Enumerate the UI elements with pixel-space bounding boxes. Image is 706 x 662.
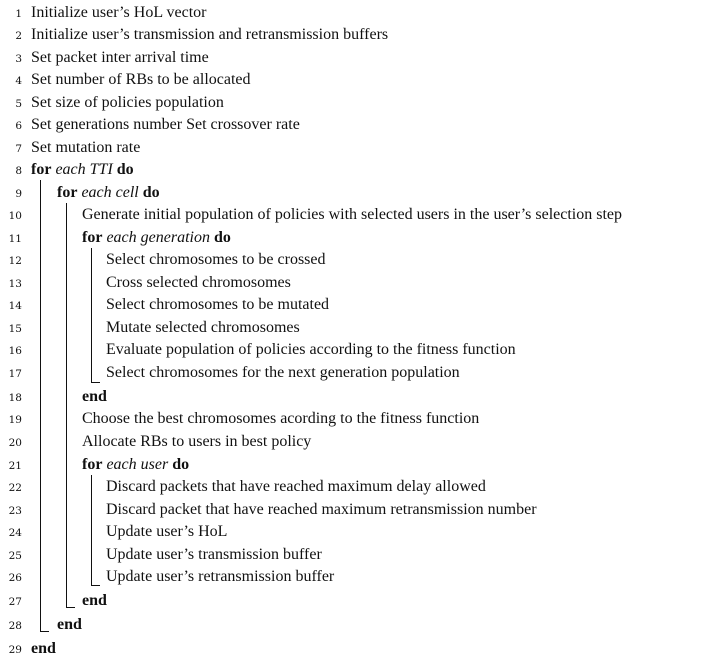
statement-text: Update user’s retransmission buffer	[106, 568, 335, 585]
statement-text: Cross selected chromosomes	[106, 274, 291, 291]
block-rule-for-generation	[91, 248, 92, 383]
statement-text: Set size of policies population	[31, 94, 224, 111]
statement-text: Select chromosomes to be mutated	[106, 296, 330, 313]
statement-text: Choose the best chromosomes acording to the fitness function	[82, 410, 480, 427]
block-rule-for-cell	[66, 203, 67, 608]
keyword-do: do	[142, 184, 160, 201]
loop-condition: each TTI	[55, 161, 113, 178]
statement-text: Update user’s HoL	[106, 523, 228, 540]
loop-condition: each cell	[81, 184, 139, 201]
line-number: 15	[8, 323, 22, 335]
line-number: 8	[15, 165, 22, 177]
line-number: 16	[8, 345, 22, 357]
line-number: 14	[8, 300, 22, 312]
line-number: 12	[8, 255, 22, 267]
loop-condition: each user	[106, 456, 169, 473]
line-number: 21	[8, 460, 22, 472]
keyword-do: do	[172, 456, 190, 473]
line-number: 6	[15, 120, 22, 132]
line-number: 23	[8, 505, 22, 517]
statement-text: Update user’s transmission buffer	[106, 546, 322, 563]
line-number: 26	[8, 572, 22, 584]
line-number: 25	[8, 550, 22, 562]
line-number: 10	[8, 210, 22, 222]
keyword-for: for	[82, 229, 103, 246]
keyword-for: for	[82, 456, 103, 473]
statement-text: Set packet inter arrival time	[31, 49, 209, 66]
keyword-for: for	[57, 184, 78, 201]
statement-text: Discard packets that have reached maximum delay allowed	[106, 478, 486, 495]
statement-text: Discard packet that have reached maximum retransmission number	[106, 501, 537, 518]
for-statement	[31, 159, 134, 181]
statement-text: Allocate RBs to users in best policy	[82, 433, 312, 450]
statement-text: Select chromosomes to be crossed	[106, 251, 326, 268]
line-number: 5	[15, 98, 22, 110]
statement-text: Initialize user’s transmission and retransmission buffers	[31, 26, 389, 43]
block-rule-for-tti	[40, 180, 41, 632]
keyword-end: end	[82, 592, 107, 609]
line-number: 24	[8, 527, 22, 539]
block-rule-end-tick	[91, 382, 100, 383]
block-rule-end-tick	[91, 585, 100, 586]
keyword-do: do	[116, 161, 134, 178]
line-number: 29	[8, 644, 22, 656]
line-number: 28	[8, 620, 22, 632]
loop-condition: each generation	[106, 229, 210, 246]
statement-text: Set mutation rate	[31, 139, 141, 156]
line-number: 19	[8, 414, 22, 426]
statement-text: Set generations number Set crossover rate	[31, 116, 300, 133]
line-number: 20	[8, 437, 22, 449]
keyword-end: end	[57, 616, 82, 633]
line-number: 4	[15, 75, 22, 87]
line-number: 11	[8, 233, 22, 245]
keyword-for: for	[31, 161, 52, 178]
statement-text: Evaluate population of policies according to the fitness function	[106, 341, 516, 358]
keyword-end: end	[31, 640, 56, 657]
statement-text: Set number of RBs to be allocated	[31, 71, 251, 88]
for-statement	[57, 182, 160, 204]
keyword-end: end	[82, 388, 107, 405]
statement-text: Generate initial population of policies with selected users in the user’s selection step	[82, 206, 622, 223]
for-statement	[82, 227, 231, 249]
block-rule-for-user	[91, 475, 92, 586]
line-number: 7	[15, 143, 22, 155]
statement-text: Initialize user’s HoL vector	[31, 4, 207, 21]
line-number: 9	[15, 188, 22, 200]
line-number: 27	[8, 596, 22, 608]
line-number: 1	[15, 8, 22, 20]
block-rule-end-tick	[40, 631, 49, 632]
for-statement	[82, 454, 189, 476]
keyword-do: do	[213, 229, 231, 246]
line-number: 2	[15, 30, 22, 42]
statement-text: Mutate selected chromosomes	[106, 319, 300, 336]
statement-text: Select chromosomes for the next generation population	[106, 364, 460, 381]
line-number: 18	[8, 392, 22, 404]
line-number: 3	[15, 53, 22, 65]
line-number: 13	[8, 278, 22, 290]
line-number: 22	[8, 482, 22, 494]
line-number: 17	[8, 368, 22, 380]
block-rule-end-tick	[66, 607, 75, 608]
